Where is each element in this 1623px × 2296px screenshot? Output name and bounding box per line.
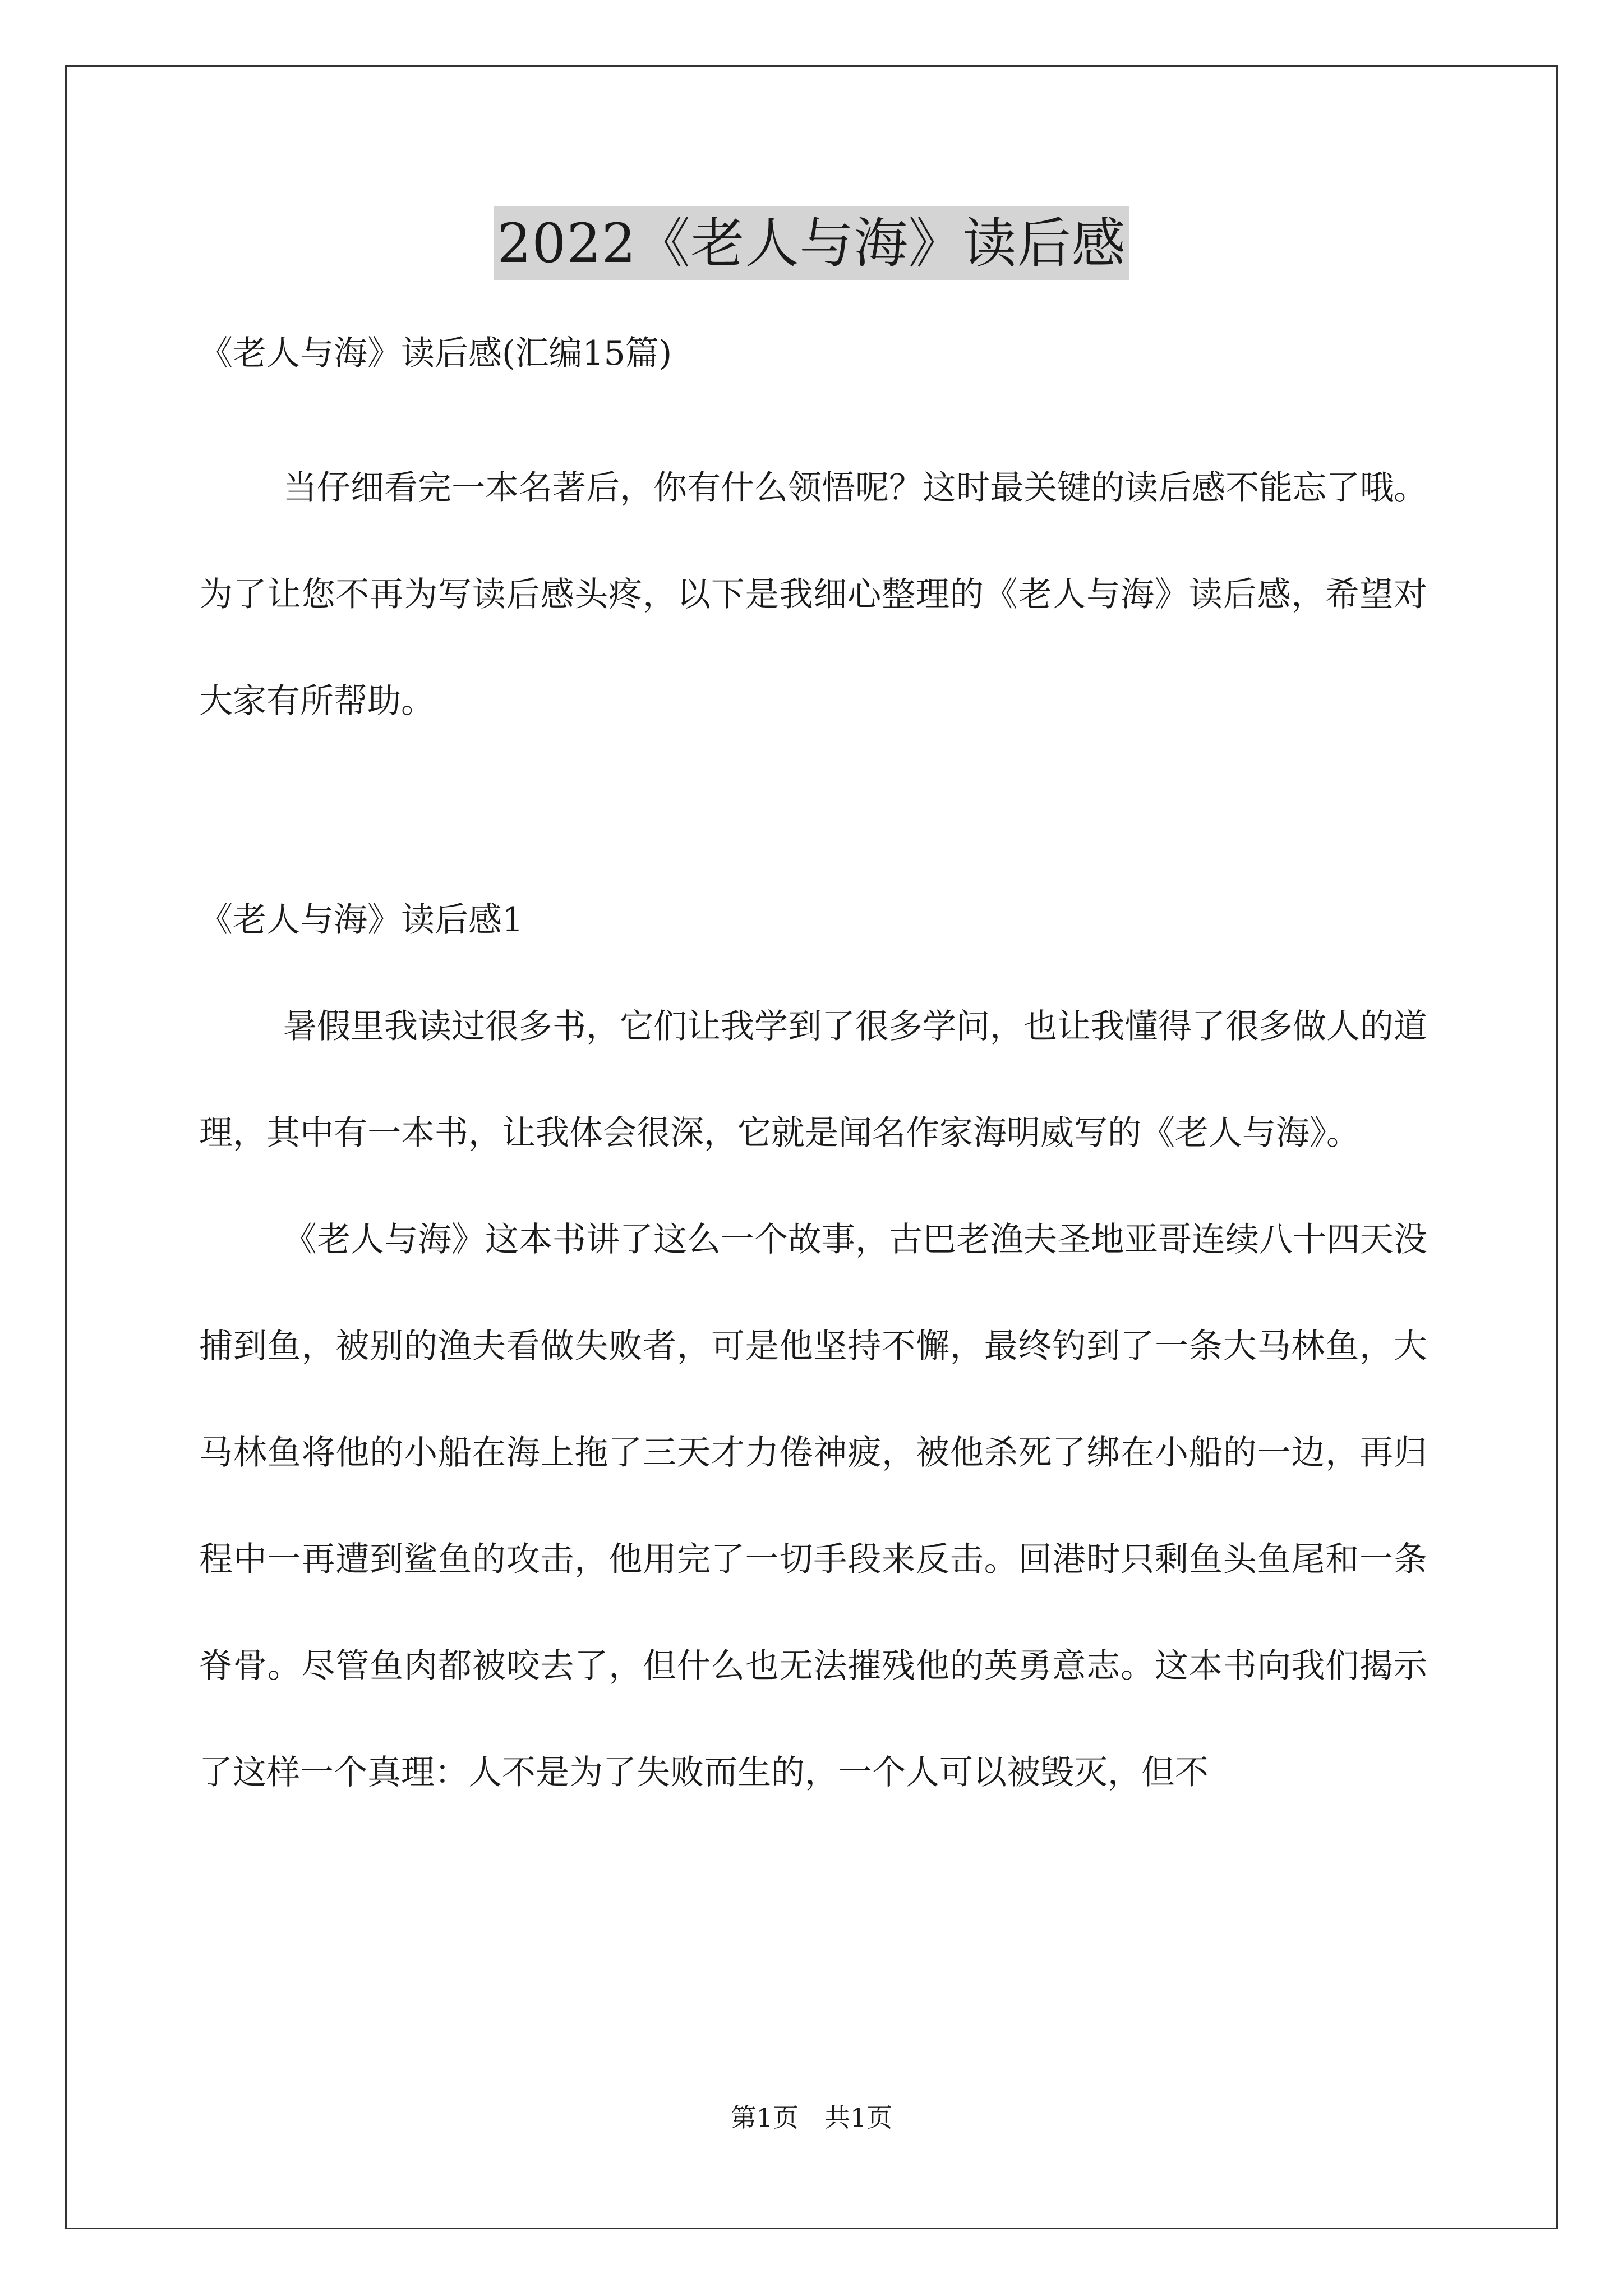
body-section xyxy=(199,973,1427,1826)
intro-section xyxy=(199,435,1427,754)
title-container xyxy=(0,206,1623,280)
page-footer: 第1页 共1页 xyxy=(730,2102,893,2133)
intro-paragraph: 当仔细看完一本名著后，你有什么领悟呢？这时最关键的读后感不能忘了哦。为了让您不再为写读后感头疼，以下是我细心整理的《老人与海》读后感，希望对大家有所帮助。 xyxy=(199,468,1427,721)
body-paragraph: 暑假里我读过很多书，它们让我学到了很多学问，也让我懂得了很多做人的道理，其中有一本书，让我体会很深，它就是闻名作家海明威写的《老人与海》。 xyxy=(199,1007,1427,1153)
document-subtitle: 《老人与海》读后感(汇编15篇) xyxy=(199,334,672,373)
document-title: 2022《老人与海》读后感 xyxy=(494,206,1129,280)
section-heading: 《老人与海》读后感1 xyxy=(199,900,524,940)
body-paragraph: 《老人与海》这本书讲了这么一个故事，古巴老渔夫圣地亚哥连续八十四天没捕到鱼，被别的渔夫看做失败者，可是他坚持不懈，最终钓到了一条大马林鱼，大马林鱼将他的小船在海上拖了三天才力倦神疲，被他杀死了绑在小船的一边，再归程中一再遭到鲨鱼的攻击，他用完了一切手段来反击。回港时只剩鱼头鱼尾和一条脊骨。尽管鱼肉都被咬去了，但什么也无法摧残他的英勇意志。这本书向我们揭示了这样一个真理：人不是为了失败而生的，一个人可以被毁灭，但不 xyxy=(199,1220,1427,1792)
